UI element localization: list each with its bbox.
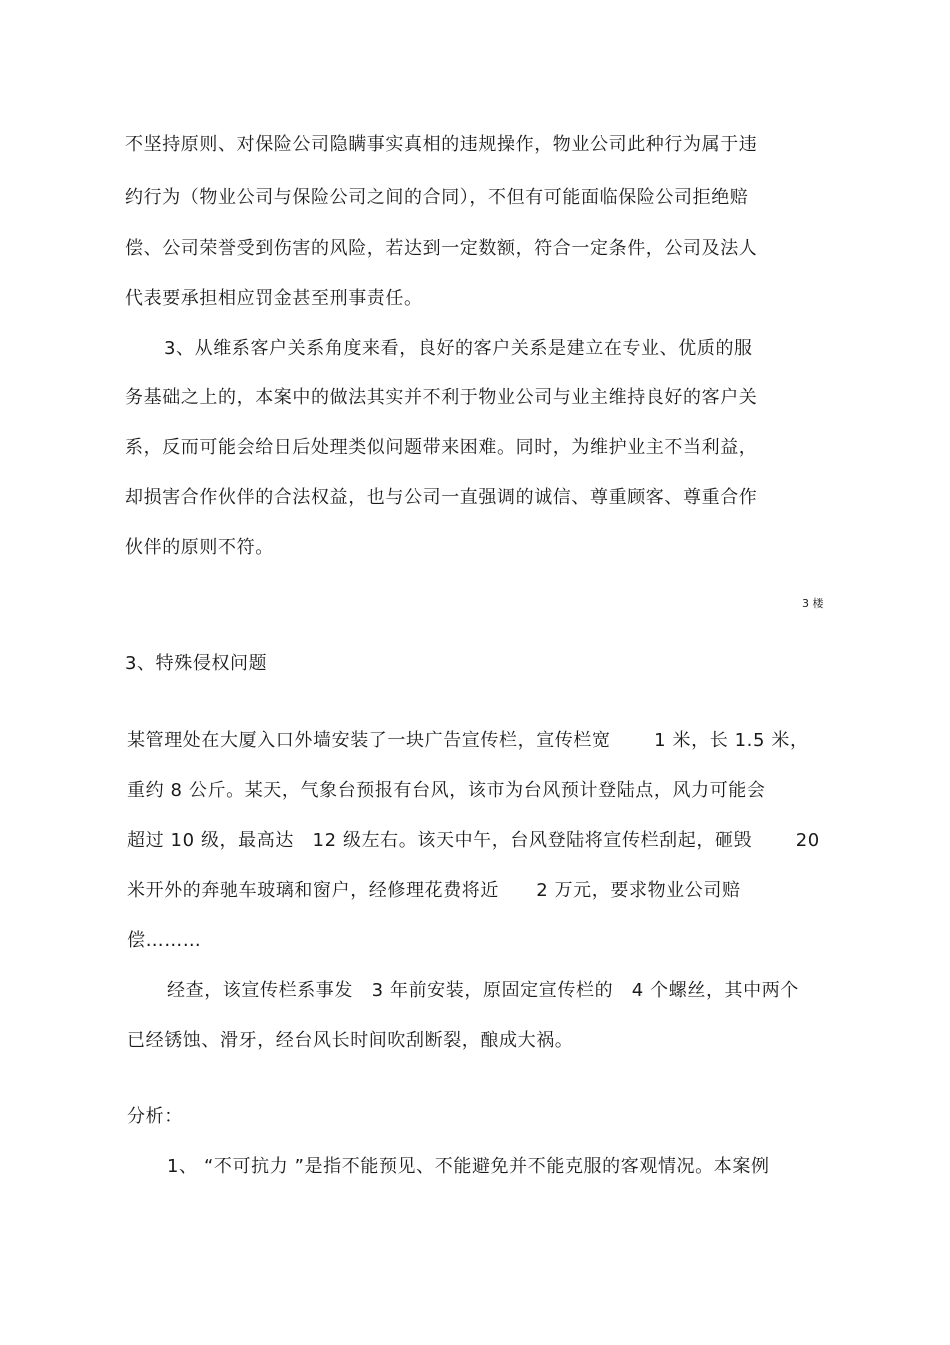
case-line-4: 米开外的奔驰车玻璃和窗户，经修理花费将近 2 万元，要求物业公司赔	[127, 880, 741, 901]
case-line-2: 重约 8 公斤。某天，气象台预报有台风，该市为台风预计登陆点，风力可能会	[127, 780, 766, 801]
floor-label: 3 楼	[802, 597, 824, 610]
para2-line-2: 务基础之上的，本案中的做法其实并不利于物业公司与业主维持良好的客户关	[125, 387, 758, 408]
section-title: 3、特殊侵权问题	[125, 653, 268, 674]
investigation-line-1: 经查，该宣传栏系事发 3 年前安装，原固定宣传栏的 4 个螺丝，其中两个	[167, 980, 799, 1001]
case-line-3: 超过 10 级，最高达 12 级左右。该天中午，台风登陆将宣传栏刮起，砸毁 20	[127, 830, 820, 851]
analysis-label: 分析：	[127, 1106, 183, 1127]
para1-line-4: 代表要承担相应罚金甚至刑事责任。	[125, 288, 423, 309]
case-line-5: 偿………	[127, 930, 202, 951]
para1-line-3: 偿、公司荣誉受到伤害的风险，若达到一定数额，符合一定条件，公司及法人	[125, 238, 758, 259]
para2-line-1: 3、从维系客户关系角度来看，良好的客户关系是建立在专业、优质的服	[164, 338, 753, 359]
para2-line-3: 系，反而可能会给日后处理类似问题带来困难。同时，为维护业主不当利益，	[125, 437, 758, 458]
case-line-1: 某管理处在大厦入口外墙安装了一块广告宣传栏，宣传栏宽 1 米，长 1.5 米，	[127, 730, 809, 751]
para2-line-5: 伙伴的原则不符。	[125, 537, 274, 558]
para1-line-1: 不坚持原则、对保险公司隐瞒事实真相的违规操作，物业公司此种行为属于违	[125, 134, 758, 155]
analysis-item-1: 1、 “不可抗力 ”是指不能预见、不能避免并不能克服的客观情况。本案例	[167, 1156, 770, 1177]
para2-line-4: 却损害合作伙伴的合法权益，也与公司一直强调的诚信、尊重顾客、尊重合作	[125, 487, 758, 508]
investigation-line-2: 已经锈蚀、滑牙，经台风长时间吹刮断裂，酿成大祸。	[127, 1030, 574, 1051]
para1-line-2: 约行为（物业公司与保险公司之间的合同），不但有可能面临保险公司拒绝赔	[125, 187, 749, 208]
